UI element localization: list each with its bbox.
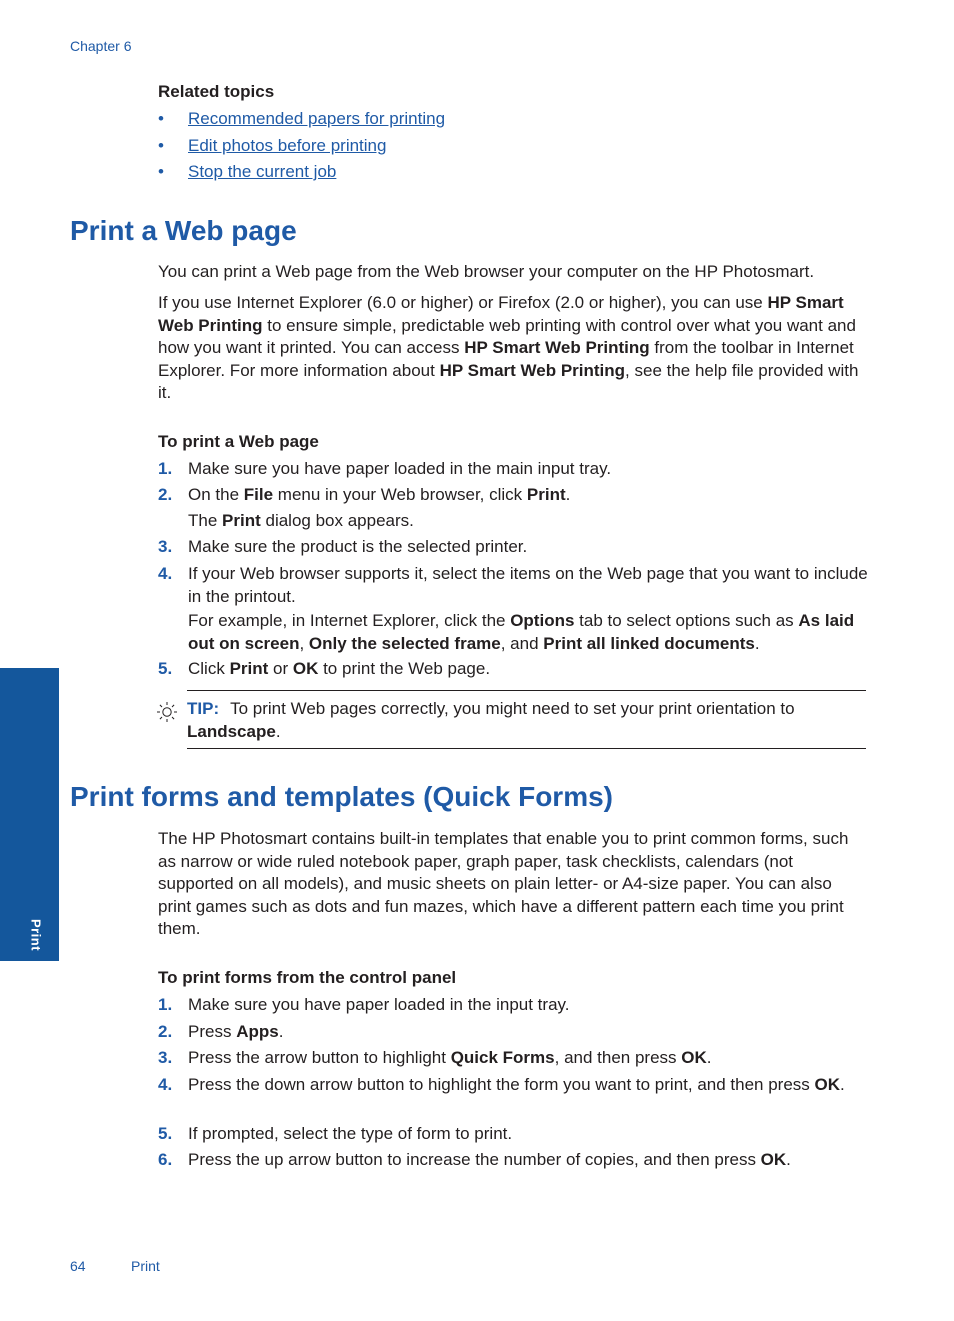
web-step-4-example: For example, in Internet Explorer, click the Options tab to select options such as As laid out on screen, Only the selected frame, and Print all linked documents. [188,611,855,653]
step-number: 4. [158,1075,173,1094]
forms-step-4 [158,1074,868,1097]
step-text: Press the up arrow button to increase the number of copies, and then press OK. [188,1150,791,1169]
link-edit-photos[interactable]: Edit photos before printing [188,135,387,155]
step-number: 4. [158,564,173,583]
bullet: • [158,109,164,128]
forms-step-1 [158,994,868,1017]
step-number: 1. [158,995,173,1014]
step-text: On the File menu in your Web browser, click Print. [188,485,571,504]
web-step-2 [158,484,868,507]
web-smart-printing-paragraph: If you use Internet Explorer (6.0 or higher) or Firefox (2.0 or higher), you can use HP Smart Web Printing to ensure simple, predictable web printing with control over what you want and how you want it printed. You can access HP Smart Web Printing from the toolbar in Internet Explorer. For more information about HP Smart Web Printing, see the help file provided with it. [158,293,859,402]
step-text: If your Web browser supports it, select the items on the Web page that you want to include in the printout. [188,564,868,606]
web-step-4 [158,563,868,608]
lightbulb-icon [156,701,178,723]
chapter-header: Chapter 6 [70,38,132,54]
step-text: Press the down arrow button to highlight the form you want to print, and then press OK. [188,1075,845,1094]
link-recommended-papers[interactable]: Recommended papers for printing [188,109,446,128]
step-text: Click Print or OK to print the Web page. [188,659,491,678]
procedure-title-forms: To print forms from the control panel [158,968,457,987]
side-tab-label: Print [28,918,44,952]
section-title-quick-forms: Print forms and templates (Quick Forms) [70,781,613,812]
bullet: • [158,135,164,155]
page-number: 64 [70,1258,86,1274]
step-number: 2. [158,485,173,504]
footer-section-name: Print [131,1258,160,1274]
forms-step-6 [158,1149,868,1172]
step-text: Make sure you have paper loaded in the main input tray. [188,459,612,478]
web-step-5 [158,658,868,681]
link-stop-job[interactable]: Stop the current job [188,162,337,181]
side-tab [0,668,59,961]
forms-intro: The HP Photosmart contains built-in templates that enable you to print common forms, such as narrow or wide ruled notebook paper, graph paper, task checklists, calendars (not supported on all models), and music sheets on plain letter- or A4-size paper. You can also print games such as dots and fun mazes, which have a different pattern each time you print them. [158,829,849,938]
web-intro: You can print a Web page from the Web browser your computer on the HP Photosmart. [158,262,815,281]
step-number: 2. [158,1022,173,1041]
tip-box: TIP: To print Web pages correctly, you might need to set your print orientation to Landscape. [187,699,795,741]
step-number: 6. [158,1150,173,1169]
procedure-title-web: To print a Web page [158,432,319,451]
step-number: 3. [158,537,173,556]
step-text: Make sure the product is the selected printer. [188,537,528,556]
step-text: Press the arrow button to highlight Quick Forms, and then press OK. [188,1048,712,1067]
tip-bottom-rule [187,748,866,749]
step-number: 3. [158,1048,173,1067]
step-number: 5. [158,659,173,678]
forms-step-2 [158,1021,868,1044]
step-text: Press Apps. [188,1022,284,1041]
step-text: If prompted, select the type of form to print. [188,1124,513,1143]
tip-top-rule [187,690,866,691]
web-step-1 [158,458,868,481]
related-topics-heading: Related topics [158,82,275,101]
forms-step-5 [158,1123,868,1146]
forms-step-3 [158,1047,868,1070]
web-step-2-result: The Print dialog box appears. [188,511,414,530]
web-step-3 [158,536,868,559]
step-number: 5. [158,1124,173,1143]
section-title-web-page: Print a Web page [70,215,297,246]
tip-label: TIP: [187,699,220,718]
step-text: Make sure you have paper loaded in the input tray. [188,995,570,1014]
bullet: • [158,162,164,181]
step-number: 1. [158,459,173,478]
